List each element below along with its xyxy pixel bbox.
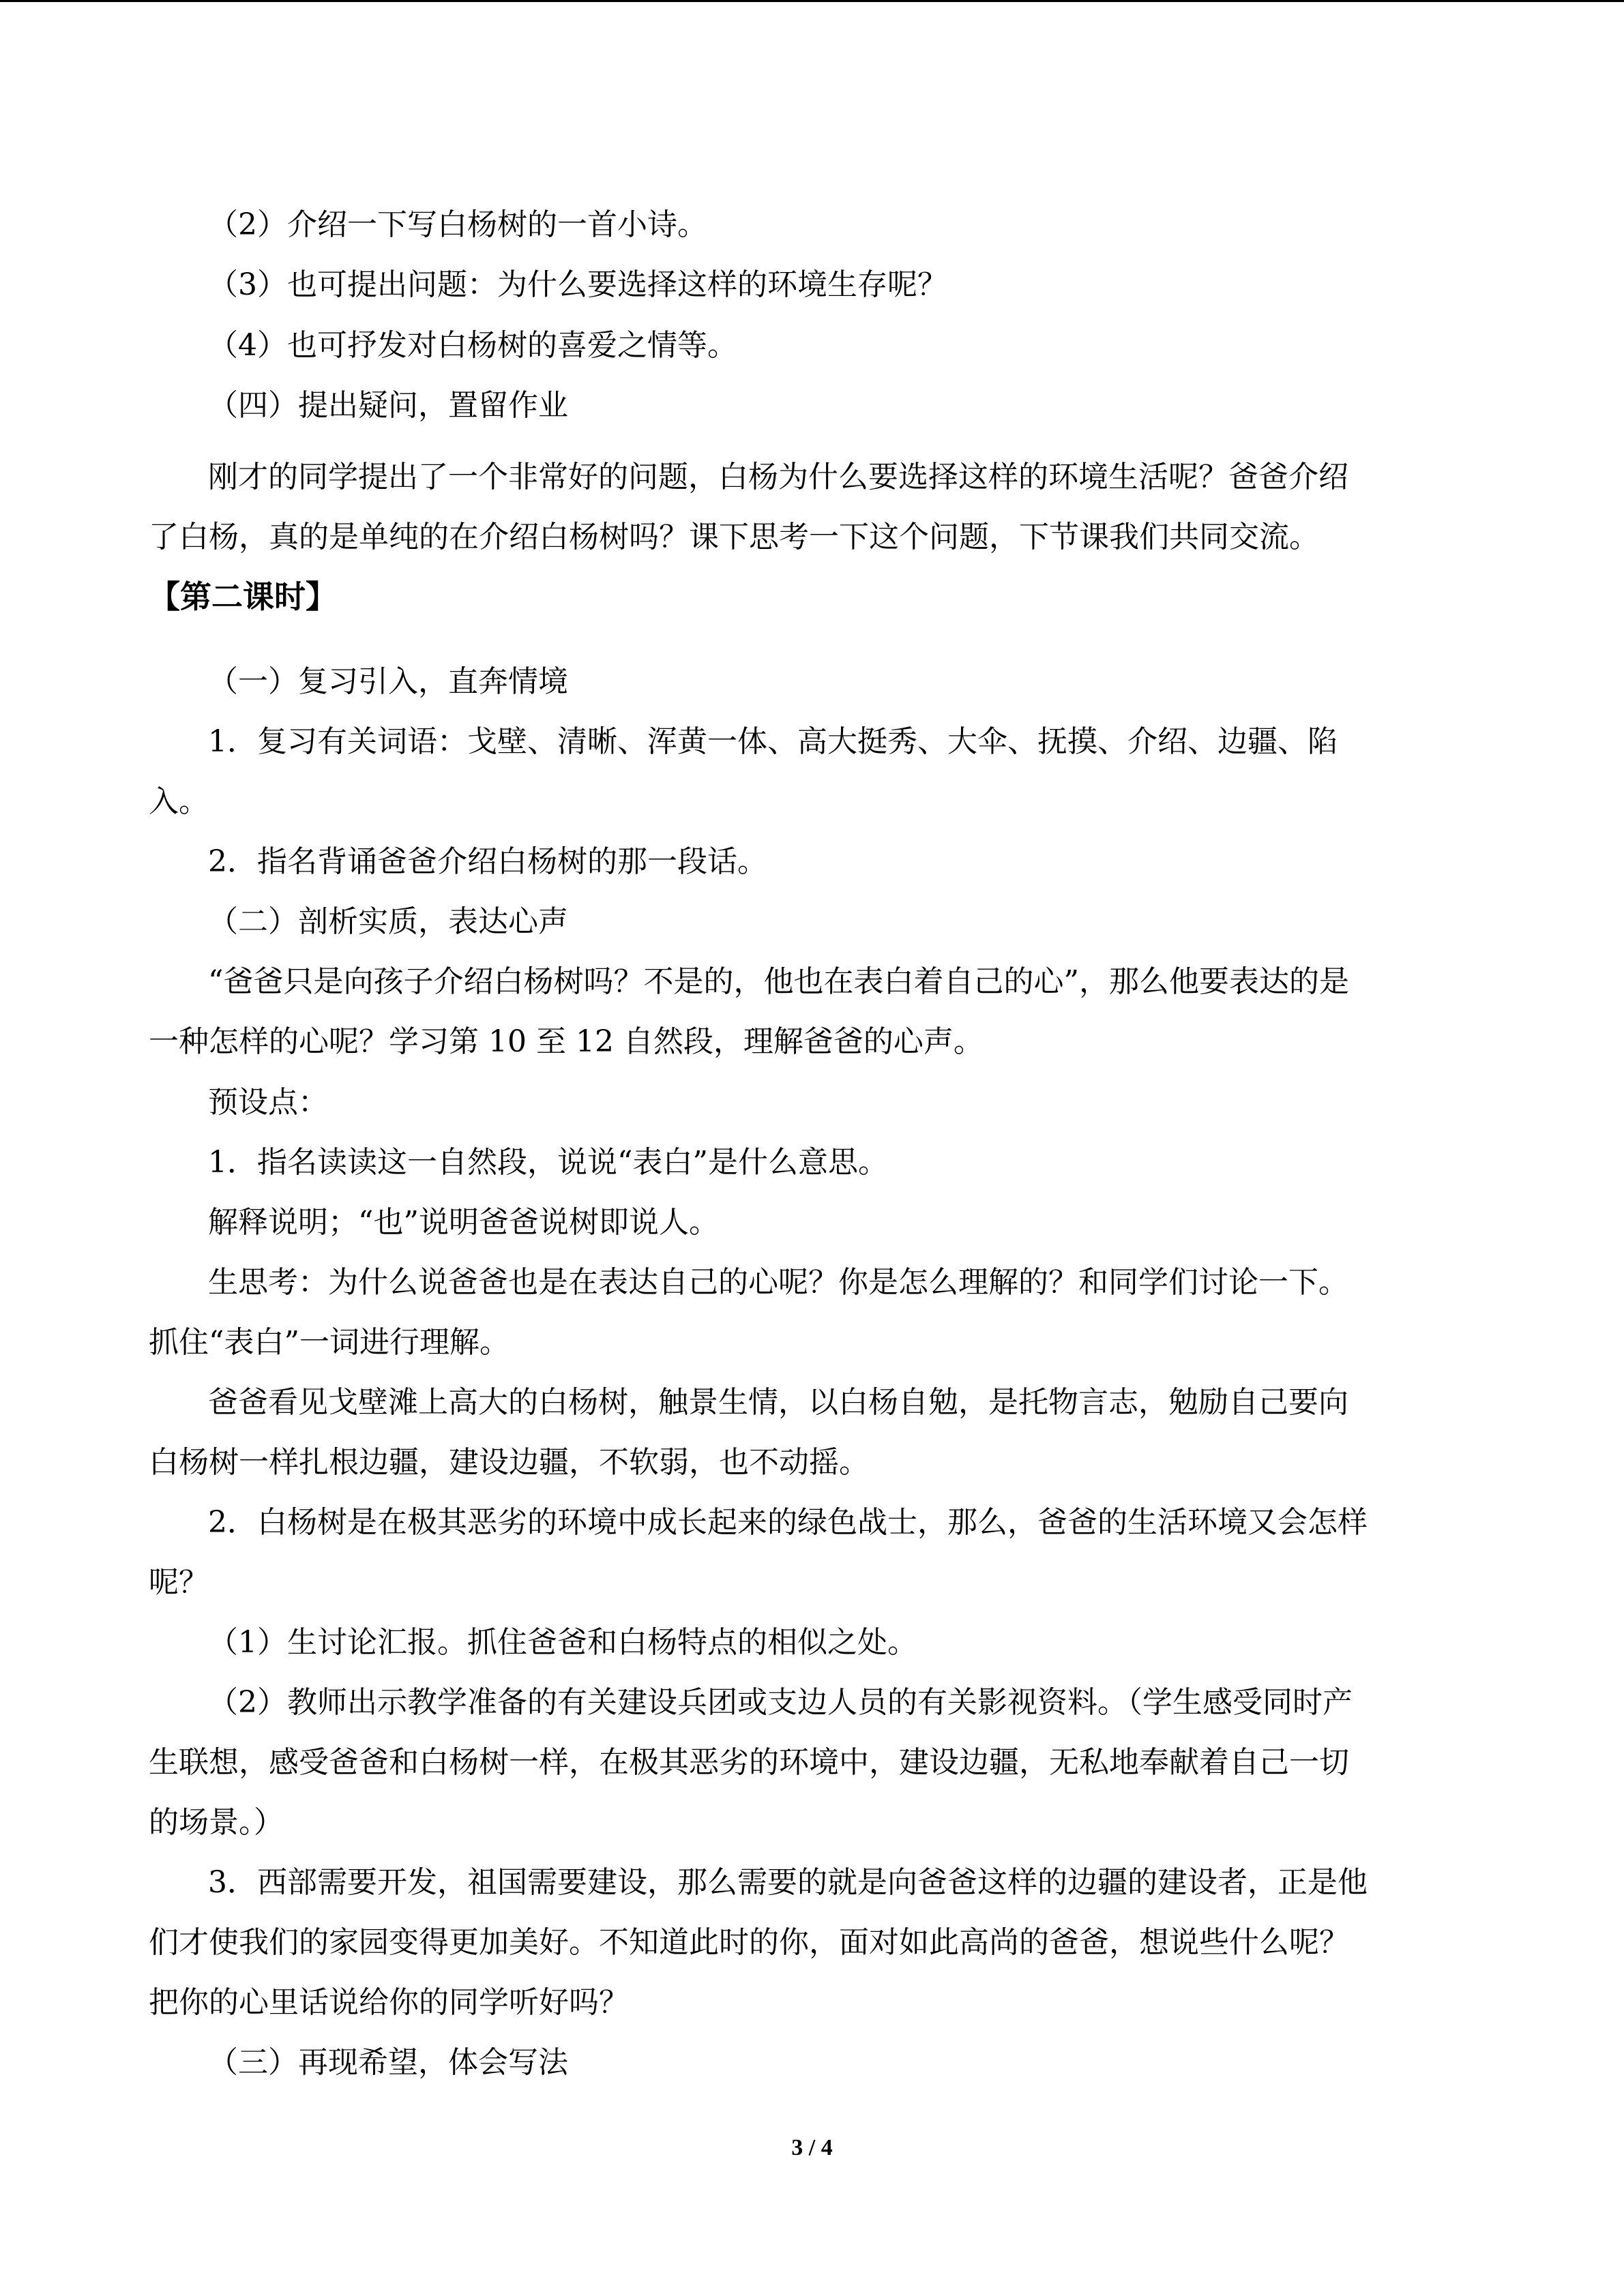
lesson-heading: 【第二课时】 xyxy=(149,578,337,615)
text-line: （3）也可提出问题：为什么要选择这样的环境生存呢？ xyxy=(208,267,947,302)
text-line: 生联想，感受爸爸和白杨树一样，在极其恶劣的环境中，建设边疆，无私地奉献着自己一切 xyxy=(149,1745,1349,1780)
top-border-line xyxy=(0,0,1624,2)
text-line: 2．白杨树是在极其恶劣的环境中成长起来的绿色战士，那么，爸爸的生活环境又会怎样 xyxy=(208,1505,1368,1540)
text-line: 抓住“表白”一词进行理解。 xyxy=(149,1325,510,1360)
section-subheading: （一）复习引入，直奔情境 xyxy=(208,664,568,699)
text-line: 了白杨，真的是单纯的在介绍白杨树吗？课下思考一下这个问题，下节课我们共同交流。 xyxy=(149,520,1319,554)
text-line: 一种怎样的心呢？学习第 10 至 12 自然段，理解爸爸的心声。 xyxy=(149,1024,984,1059)
text-line: 3．西部需要开发，祖国需要建设，那么需要的就是向爸爸这样的边疆的建设者，正是他 xyxy=(208,1865,1368,1900)
page-number: 3 / 4 xyxy=(791,2135,833,2160)
text-line: 1．复习有关词语：戈壁、清晰、浑黄一体、高大挺秀、大伞、抚摸、介绍、边疆、陷 xyxy=(208,724,1338,759)
section-subheading: （四）提出疑问，置留作业 xyxy=(208,388,568,423)
text-line: （1）生讨论汇报。抓住爸爸和白杨特点的相似之处。 xyxy=(208,1625,917,1660)
text-line: 生思考：为什么说爸爸也是在表达自己的心呢？你是怎么理解的？和同学们讨论一下。 xyxy=(208,1265,1348,1300)
text-line: 白杨树一样扎根边疆，建设边疆，不软弱，也不动摇。 xyxy=(149,1445,869,1480)
text-line: 呢？ xyxy=(149,1565,209,1600)
text-line: 入。 xyxy=(149,784,209,819)
section-subheading: （二）剖析实质，表达心声 xyxy=(208,904,568,939)
text-line: （2）介绍一下写白杨树的一首小诗。 xyxy=(208,207,707,242)
text-line: “爸爸只是向孩子介绍白杨树吗？不是的，他也在表白着自己的心”，那么他要表达的是 xyxy=(208,964,1349,999)
text-line: 2．指名背诵爸爸介绍白杨树的那一段话。 xyxy=(208,844,767,879)
text-line: 的场景。） xyxy=(149,1805,284,1840)
text-line: 1．指名读读这一自然段，说说“表白”是什么意思。 xyxy=(208,1145,888,1180)
text-line: （4）也可抒发对白杨树的喜爱之情等。 xyxy=(208,328,737,363)
text-line: 预设点： xyxy=(208,1085,328,1120)
text-line: 解释说明；“也”说明爸爸说树即说人。 xyxy=(208,1205,719,1240)
text-line: 刚才的同学提出了一个非常好的问题，白杨为什么要选择这样的环境生活呢？爸爸介绍 xyxy=(208,460,1348,494)
text-line: 把你的心里话说给你的同学听好吗？ xyxy=(149,1985,629,2020)
text-line: （2）教师出示教学准备的有关建设兵团或支边人员的有关影视资料。（学生感受同时产 xyxy=(208,1685,1353,1720)
text-line: 爸爸看见戈壁滩上高大的白杨树，触景生情，以白杨自勉，是托物言志，勉励自己要向 xyxy=(208,1385,1348,1420)
section-subheading: （三）再现希望，体会写法 xyxy=(208,2045,568,2080)
text-line: 们才使我们的家园变得更加美好。不知道此时的你，面对如此高尚的爸爸，想说些什么呢？ xyxy=(149,1925,1349,1960)
